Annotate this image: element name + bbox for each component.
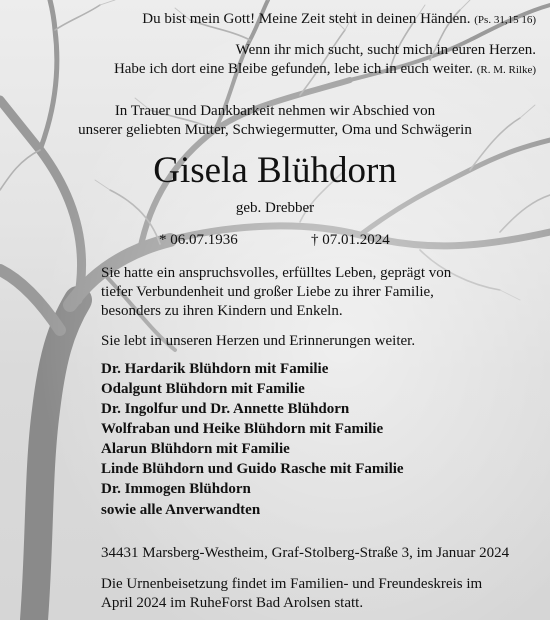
mourner-5: Alarun Blühdorn mit Familie bbox=[101, 441, 290, 457]
tribute-line-1: Sie hatte ein anspruchsvolles, erfülltes Leben, geprägt von bbox=[101, 265, 452, 281]
deceased-name: Gisela Blühdorn bbox=[153, 150, 397, 191]
intro-line-2: unserer geliebten Mutter, Schwiegermutter, Oma und Schwägerin bbox=[78, 122, 472, 138]
place-and-date: 34431 Marsberg-Westheim, Graf-Stolberg-Straße 3, im Januar 2024 bbox=[101, 545, 510, 561]
birth-date: * 06.07.1936 bbox=[159, 232, 238, 248]
rilke-quote-line-1: Wenn ihr mich sucht, sucht mich in euren Herzen. bbox=[235, 42, 536, 58]
tribute-line-3: besonders zu ihren Kindern und Enkeln. bbox=[101, 303, 343, 319]
bible-quote-reference: (Ps. 31,15 16) bbox=[474, 14, 536, 26]
mourner-1: Dr. Hardarik Blühdorn mit Familie bbox=[101, 361, 329, 377]
mourner-7: Dr. Immogen Blühdorn bbox=[101, 481, 251, 497]
bible-quote-text: Du bist mein Gott! Meine Zeit steht in deinen Händen. bbox=[142, 11, 471, 27]
urn-burial-line-1: Die Urnenbeisetzung findet im Familien- und Freundeskreis im bbox=[101, 576, 483, 592]
tribute-line-2: tiefer Verbundenheit und großer Liebe zu ihrer Familie, bbox=[101, 284, 434, 300]
intro-line-1: In Trauer und Dankbarkeit nehmen wir Abschied von bbox=[114, 103, 436, 119]
remembrance-line: Sie lebt in unseren Herzen und Erinnerungen weiter. bbox=[101, 333, 416, 349]
mourner-6: Linde Blühdorn und Guido Rasche mit Familie bbox=[101, 461, 404, 477]
urn-burial-line-2: April 2024 im RuheForst Bad Arolsen statt. bbox=[101, 595, 364, 611]
mourner-4: Wolfraban und Heike Blühdorn mit Familie bbox=[101, 421, 384, 437]
rilke-quote-text: Habe ich dort eine Bleibe gefunden, lebe ich in euch weiter. bbox=[113, 61, 473, 77]
maiden-name: geb. Drebber bbox=[235, 200, 315, 216]
bible-quote bbox=[142, 12, 536, 27]
mourner-8: sowie alle Anverwandten bbox=[101, 502, 261, 518]
mourner-3: Dr. Ingolfur und Dr. Annette Blühdorn bbox=[101, 401, 350, 417]
mourner-2: Odalgunt Blühdorn mit Familie bbox=[101, 381, 305, 397]
rilke-quote-line-2 bbox=[114, 62, 536, 77]
death-date: † 07.01.2024 bbox=[311, 232, 390, 248]
rilke-quote-reference: (R. M. Rilke) bbox=[476, 64, 536, 76]
